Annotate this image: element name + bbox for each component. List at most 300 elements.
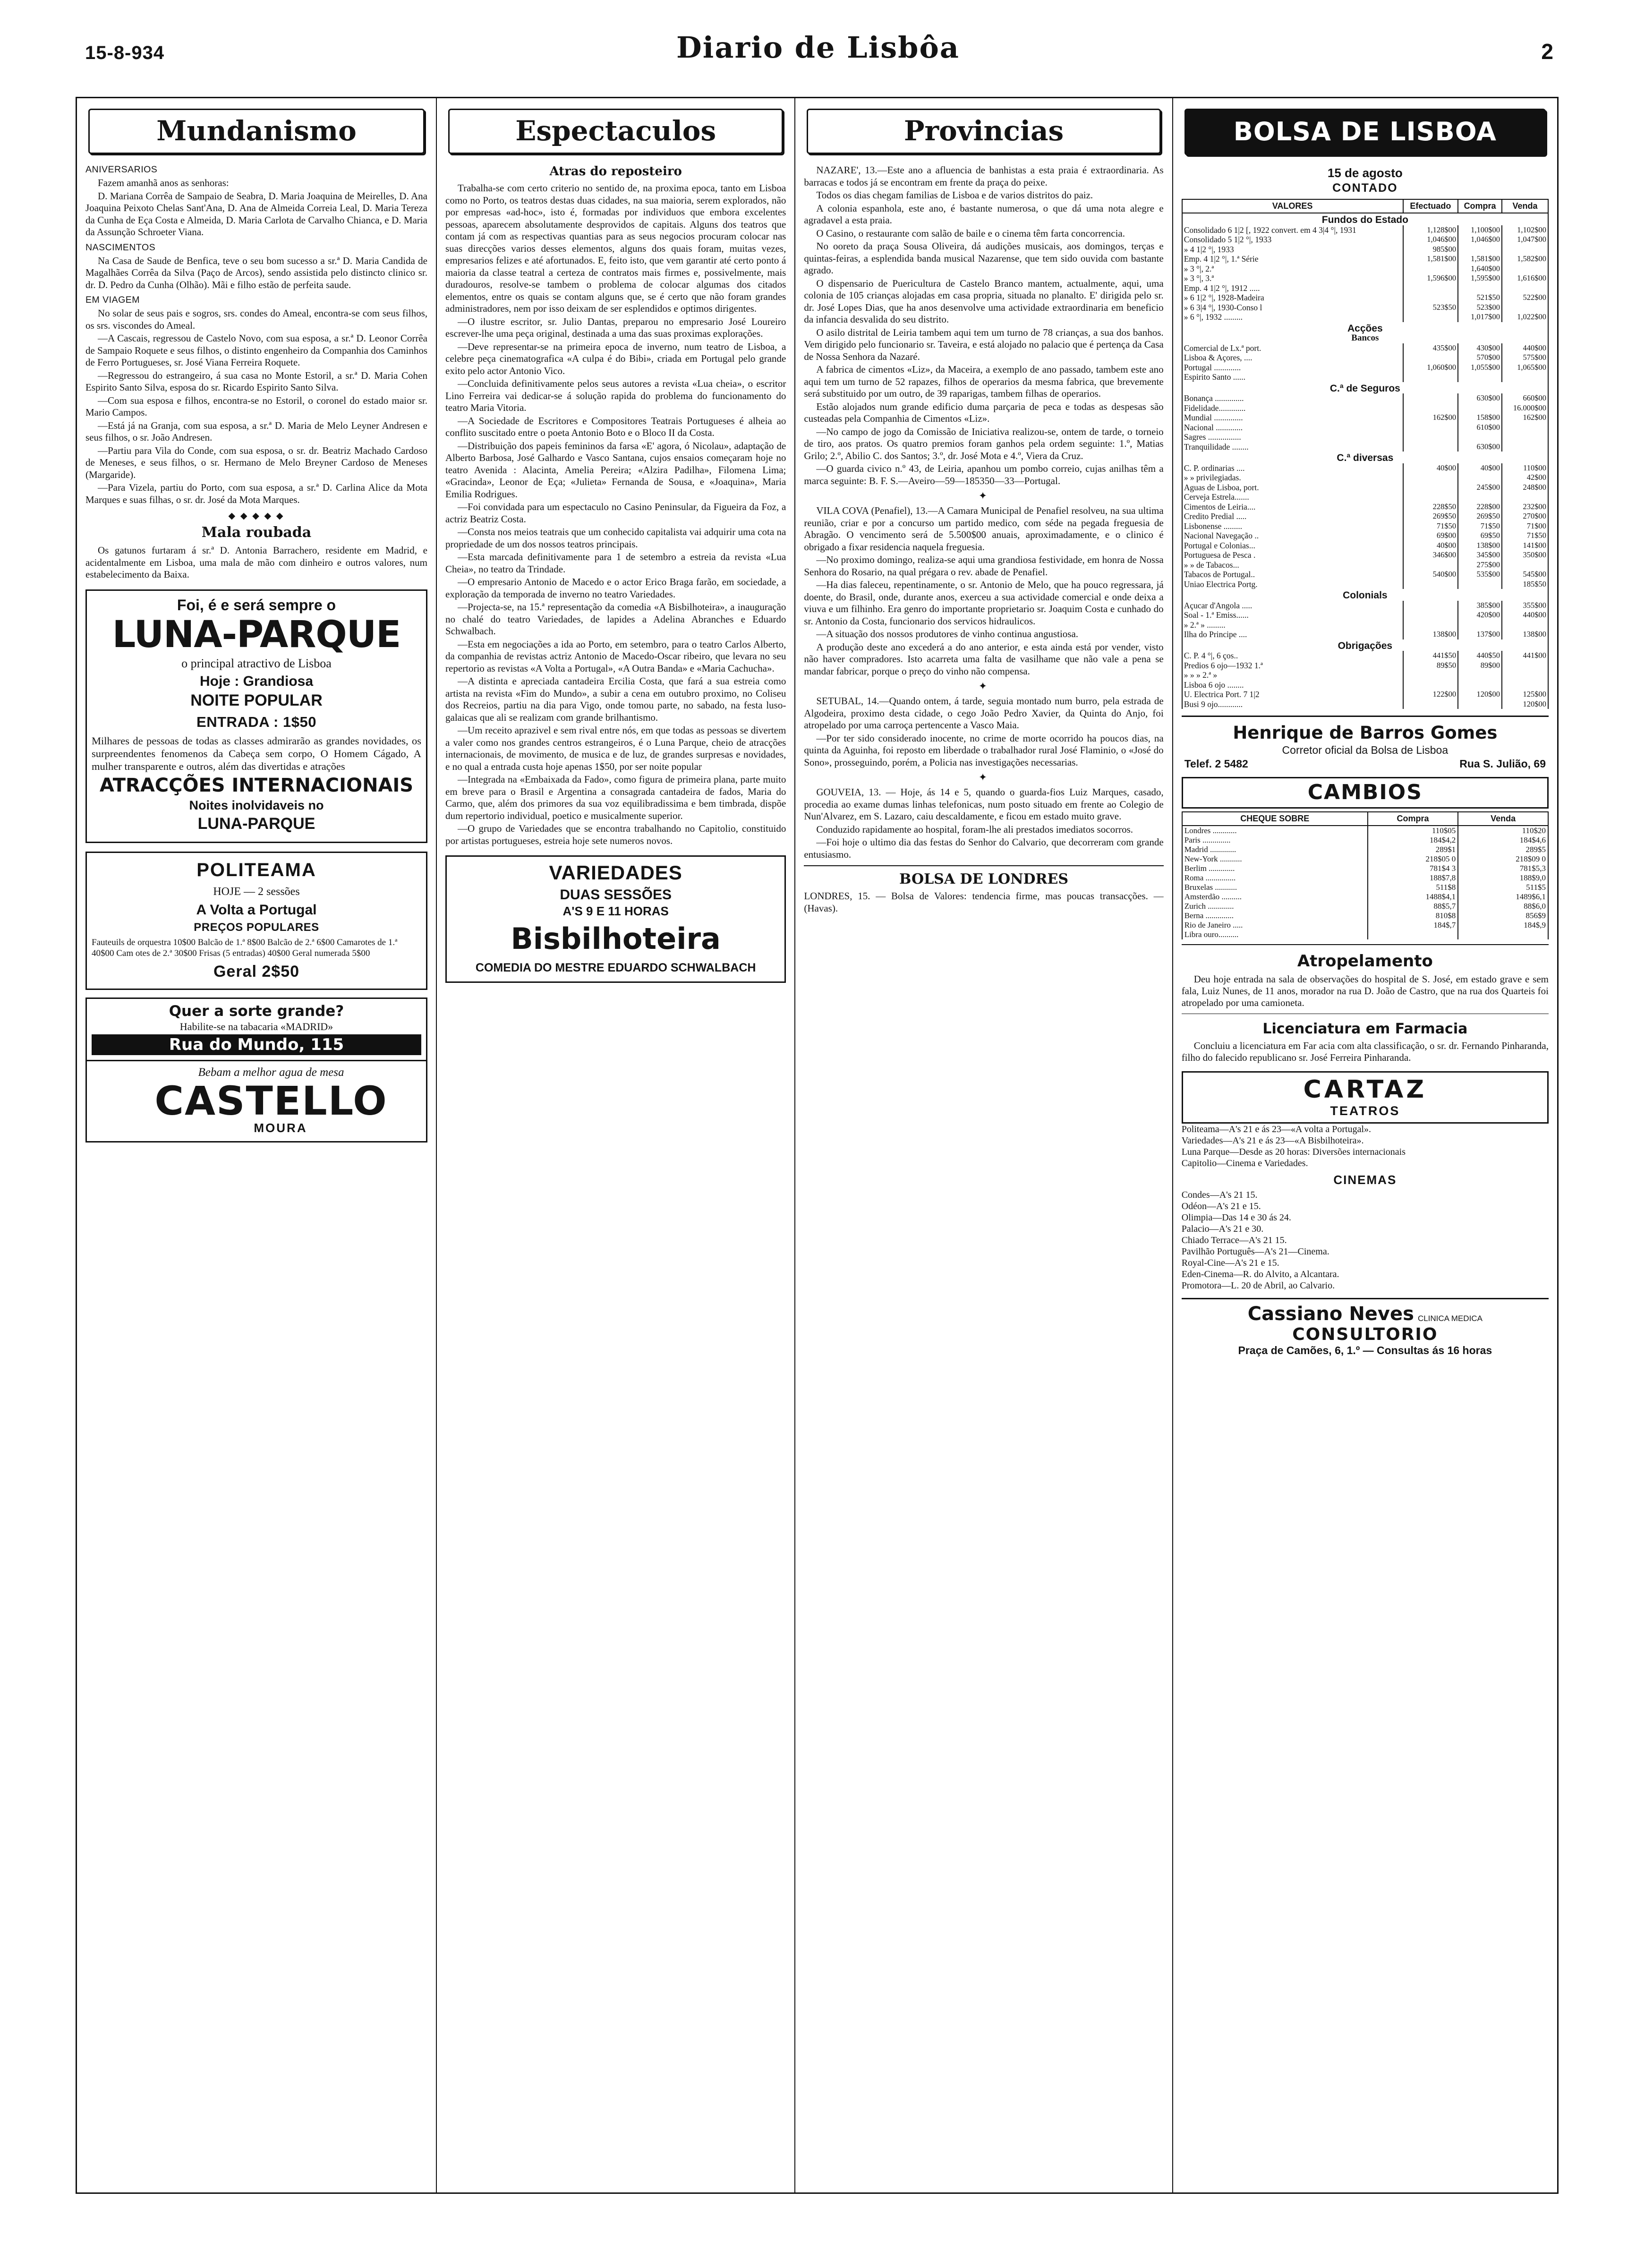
cell-value: 660$00 xyxy=(1502,393,1548,403)
table-group-header: C.ª diversas xyxy=(1182,452,1548,463)
cartaz-subtitle: TEATROS xyxy=(1330,1104,1400,1118)
ad-address: Praça de Camões, 6, 1.º — Consultas ás 16 horas xyxy=(1238,1344,1492,1356)
table-row xyxy=(1182,836,1548,845)
cell-valor: Portugal ............. xyxy=(1182,363,1403,373)
cartaz-item: Condes—A's 21 15. xyxy=(1181,1190,1258,1200)
ad-theatre-name: POLITEAMA xyxy=(196,859,316,880)
cell-value: 570$00 xyxy=(1458,353,1502,363)
cell-value: 158$00 xyxy=(1458,413,1502,423)
cell-value: 188$7,8 xyxy=(1368,873,1458,883)
paragraph: —Deve representar-se na primeira epoca de inverno, num teatro de Lisboa, a celebre peça cinematografica «A culpa é do Bibi», criada em Portugal pelo grande exito pelo actor Antonio Vico. xyxy=(445,341,786,376)
cell-value: 346$00 xyxy=(1403,550,1458,560)
table-row xyxy=(1182,854,1548,864)
cell-moeda: Berna .............. xyxy=(1182,911,1368,921)
cell-value: 345$00 xyxy=(1458,550,1502,560)
paragraph: Todos os dias chegam familias de Lisboa e de varios distritos do paiz. xyxy=(816,189,1093,201)
paragraph: —O empresario Antonio de Macedo e o actor Erico Braga farão, em sociedade, a exploração da temporada de inverno no teatro Variedades. xyxy=(445,576,786,600)
cell-value xyxy=(1502,492,1548,502)
cell-value: 120$00 xyxy=(1458,690,1502,699)
table-row xyxy=(1182,902,1548,911)
ad-brand-repeat: LUNA-PARQUE xyxy=(197,814,315,833)
ad-tagline: Bebam a melhor agua de mesa xyxy=(198,1066,344,1079)
cell-value: 1,017$00 xyxy=(1458,312,1502,322)
table-group-header: Fundos do Estado xyxy=(1182,213,1548,225)
paragraph: —Consta nos meios teatrais que um conhecido capitalista vai adquirir uma cota na propriedade de um dos nossos teatros principais. xyxy=(445,526,786,550)
cell-valor: Mundial .............. xyxy=(1182,413,1403,423)
cell-value: 1,596$00 xyxy=(1403,273,1458,283)
ad-tagline: o principal atractivo de Lisboa xyxy=(181,656,332,670)
cell-value xyxy=(1403,372,1458,382)
cartaz-item: Luna Parque—Desde as 20 horas: Diversões internacionais xyxy=(1181,1147,1406,1157)
cell-valor: Ilha do Principe .... xyxy=(1182,630,1403,639)
cell-value: 89$00 xyxy=(1458,661,1502,671)
cell-valor: Emp. 4 1|2 °|, 1.ª Série xyxy=(1182,254,1403,264)
paragraph: O asilo distrital de Leiria tambem aqui tem um turno de 78 crianças, a sua dos banhos. Vem dirigido pelo funcionario sr. Taveira, e está alojado no palacio que é pertença da Casa de Nossa Senhora da Nazaré. xyxy=(804,326,1164,362)
table-row xyxy=(1182,245,1548,255)
cell-valor: Bonança .............. xyxy=(1182,393,1403,403)
cell-value xyxy=(1458,620,1502,630)
paragraph: O dispensario de Puericultura de Castelo Branco mantem, actualmente, aqui, uma colonia de 105 crianças alojadas em casa propria, situada no planalto. E' dirigida pelo sr. dr. José Lopes Dias, que ha anos desenvolve uma actividade extraordinaria em beneficio da infancia desvalida do seu distrito. xyxy=(804,277,1164,325)
divider: ✦ xyxy=(978,490,989,502)
cell-value: 88$5,7 xyxy=(1368,902,1458,911)
banner-cambios xyxy=(1182,777,1549,809)
ad-price-detail: Fauteuils de orquestra 10$00 Balcão de 1.ª 8$00 Balcão de 2.ª 6$00 Camarotes de 1.ª 40$00 Cam otes de 2.ª 30$00 Frisas (5 entradas) 40$00 Geral numerada 5$00 xyxy=(92,937,398,958)
divider: ✦ xyxy=(978,771,989,783)
paragraph: Deu hoje entrada na sala de observações do hospital de S. José, em estado grave e sem fala, Luiz Nunes, de 11 anos, morador na rua D. João de Castro, que na rua dos Quarteis foi atropelado por uma camioneta. xyxy=(1181,973,1549,1008)
ad-times: A'S 9 E 11 HORAS xyxy=(562,904,669,918)
table-row xyxy=(1182,273,1548,283)
paragraph: —A situação dos nossos produtores de vinho continua angustiosa. xyxy=(816,628,1079,639)
issue-date: 15-8-934 xyxy=(85,43,165,63)
ad-attractions: ATRACÇÕES INTERNACIONAIS xyxy=(99,774,414,796)
paragraph: A produção deste ano excederá a do ano anterior, e esta ainda está por vender, visto não haver compradores. Isto acarreta uma falta de vasilhame que não vale a pena se mandar fabricar, porque o preço do vinho não compensa. xyxy=(804,641,1164,677)
cell-valor: Consolidado 6 1|2 [, 1922 convert. em 4 3|4 °|, 1931 xyxy=(1182,225,1403,235)
cell-value: 88$6,0 xyxy=(1458,902,1548,911)
cell-value: 125$00 xyxy=(1502,690,1548,699)
cell-value xyxy=(1403,423,1458,433)
banner-label: Provincias xyxy=(903,115,1064,147)
divider: ✦ xyxy=(978,680,989,692)
divider xyxy=(804,865,1163,866)
cell-moeda: New-York ........... xyxy=(1182,854,1368,864)
cell-moeda: Zurich ............. xyxy=(1182,902,1368,911)
cell-value xyxy=(1403,483,1458,493)
cell-valor: Lisboa 6 ojo ........ xyxy=(1182,680,1403,690)
cell-valor: » 6 °|, 1932 ......... xyxy=(1182,312,1403,322)
cell-value xyxy=(1403,610,1458,620)
cell-value xyxy=(1403,403,1458,413)
cell-value: 420$00 xyxy=(1458,610,1502,620)
cell-value: 1,047$00 xyxy=(1502,235,1548,245)
cell-value xyxy=(1502,245,1548,255)
cell-value: 40$00 xyxy=(1403,463,1458,473)
cell-value: 440$00 xyxy=(1502,343,1548,353)
cell-value: 441$00 xyxy=(1502,651,1548,661)
cell-valor: Credito Predial ..... xyxy=(1182,512,1403,521)
cell-value: 218$05 0 xyxy=(1368,854,1458,864)
cell-value xyxy=(1502,670,1548,680)
ad-today-label: Hoje : Grandiosa xyxy=(199,673,314,689)
cell-valor: Portugal e Colonias... xyxy=(1182,541,1403,551)
cartaz-item: Olimpia—Das 14 e 30 ás 24. xyxy=(1181,1212,1291,1223)
table-row xyxy=(1182,883,1548,892)
table-group-header: C.ª de Seguros xyxy=(1182,382,1548,394)
ornament-divider: ◆ ◆ ◆ ◆ ◆ xyxy=(228,511,285,521)
cell-value: 110$00 xyxy=(1502,463,1548,473)
banner-provincias xyxy=(807,109,1160,154)
ad-brand-name: LUNA-PARQUE xyxy=(112,613,401,656)
paragraph: —No campo de jogo da Comissão de Iniciativa realizou-se, ontem de tarde, o torneio de tiro, aos pratos. Os quatro premios foram ganhos pela ordem seguinte: 1.º, Matias Grilo; 2.º, Abilio C. dos Santos; 3.º, dr. José Mota e 4.º, Viera da Cruz. xyxy=(804,426,1164,461)
ad-agua-castello[interactable] xyxy=(85,1061,427,1143)
cell-value xyxy=(1458,283,1502,293)
cell-value: 441$50 xyxy=(1403,651,1458,661)
cell-value: 69$50 xyxy=(1458,531,1502,541)
cell-valor: C. P. ordinarias .... xyxy=(1182,463,1403,473)
paragraph: A colonia espanhola, este ano, é bastante numerosa, o que dá uma nota alegre e agradavel a esta praia. xyxy=(804,202,1164,226)
table-row xyxy=(1182,413,1548,423)
table-row xyxy=(1182,670,1548,680)
ad-consultorio-label: CONSULTORIO xyxy=(1292,1325,1438,1344)
cell-value xyxy=(1403,442,1458,452)
paragraph: —Está já na Granja, com sua esposa, a sr.ª D. Maria de Melo Leyner Andresen e seus filhos, o sr. João Andresen. xyxy=(85,419,427,443)
col-header-compra: Compra xyxy=(1458,199,1502,213)
table-row xyxy=(1182,690,1548,699)
cell-value: 71$50 xyxy=(1458,521,1502,531)
ad-address: Rua do Mundo, 115 xyxy=(92,1034,421,1055)
table-row xyxy=(1182,930,1548,939)
cell-valor: Espirito Santo ...... xyxy=(1182,372,1403,382)
cell-value: 269$50 xyxy=(1458,512,1502,521)
banner-label: BOLSA DE LISBOA xyxy=(1233,117,1497,146)
table-row xyxy=(1182,293,1548,303)
paragraph: Os gatunos furtaram á sr.ª D. Antonia Barrachero, residente em Madrid, e acidentalmente em Lisboa, uma mala de mão com dinheiro e outros valores, num estabelecimento da Baixa. xyxy=(85,545,427,580)
cell-value xyxy=(1403,393,1458,403)
cell-value: 985$00 xyxy=(1403,245,1458,255)
article-title-atropelamento: Atropelamento xyxy=(1297,952,1433,971)
cell-value: 110$20 xyxy=(1458,826,1548,836)
banner-label: Espectaculos xyxy=(515,115,716,147)
table-row xyxy=(1182,521,1548,531)
table-row xyxy=(1182,864,1548,873)
cell-value: 630$00 xyxy=(1458,393,1502,403)
table-row xyxy=(1182,680,1548,690)
cell-valor: Cerveja Estrela....... xyxy=(1182,492,1403,502)
section-title-bolsa-londres: BOLSA DE LONDRES xyxy=(899,871,1069,887)
cell-value: 535$00 xyxy=(1458,570,1502,580)
paragraph: VILA COVA (Penafiel), 13.—A Camara Municipal de Penafiel resolveu, na sua ultima reunião, criar e por a concurso um partido medico, com séde na pegada freguesia de Abragão. O vencimento será de 5.500$00 anuais, aproximadamente, e o clinico é obrigado a fixar residencia naquela freguesia. xyxy=(804,505,1164,553)
table-row xyxy=(1182,502,1548,512)
paragraph: Fazem amanhã anos as senhoras: xyxy=(98,177,229,188)
col-header-venda: Venda xyxy=(1458,812,1548,826)
cell-valor: Fidelidade............. xyxy=(1182,403,1403,413)
cambios-table xyxy=(1182,811,1549,939)
col-header-efectuado: Efectuado xyxy=(1403,199,1458,213)
table-row xyxy=(1182,492,1548,502)
column-provincias xyxy=(794,98,1172,2192)
cell-value xyxy=(1458,473,1502,483)
cell-moeda: Paris .............. xyxy=(1182,836,1368,845)
bolsa-type: CONTADO xyxy=(1332,181,1398,195)
cell-value xyxy=(1403,283,1458,293)
paragraph: D. Mariana Corrêa de Sampaio de Seabra, D. Maria Joaquina de Meirelles, D. Ana Joaquina Peixoto Chelas Sant'Ana, D. Ana de Almeida Correia Leal, D. Maria Tereza da Cunha de Eça Costa e Almeida, D. Maria Carlota de Carvalho Chianca, e D. Maria da Assunção Schroeter Viana. xyxy=(85,190,427,238)
cell-value: 521$50 xyxy=(1458,293,1502,303)
paragraph: Conduzido rapidamente ao hospital, foram-lhe ali prestados imediatos socorros. xyxy=(816,823,1133,835)
cell-value xyxy=(1403,312,1458,322)
table-row xyxy=(1182,403,1548,413)
ad-tabacaria-madrid[interactable] xyxy=(85,998,427,1061)
section-heading-em-viagem: EM VIAGEM xyxy=(85,295,140,305)
cell-value: 435$00 xyxy=(1403,343,1458,353)
cell-value: 1,100$00 xyxy=(1458,225,1502,235)
col-header-cheque: CHEQUE SOBRE xyxy=(1182,812,1368,826)
table-row xyxy=(1182,512,1548,521)
cell-value: 184$4,6 xyxy=(1458,836,1548,845)
ad-variedades[interactable] xyxy=(445,855,786,983)
cell-value: 440$00 xyxy=(1502,610,1548,620)
cell-valor: Açucar d'Angola ..... xyxy=(1182,601,1403,611)
cell-value xyxy=(1502,680,1548,690)
cell-value xyxy=(1502,442,1548,452)
cell-moeda: Amsterdão .......... xyxy=(1182,892,1368,902)
ad-role: Corretor oficial da Bolsa de Lisboa xyxy=(1282,744,1449,756)
cell-value: 269$50 xyxy=(1403,512,1458,521)
cell-value: 511$8 xyxy=(1368,883,1458,892)
cell-value xyxy=(1458,670,1502,680)
cell-value: 1,128$00 xyxy=(1403,225,1458,235)
cell-valor: » » de Tabacos... xyxy=(1182,560,1403,570)
cell-value xyxy=(1458,699,1502,709)
cell-value xyxy=(1458,432,1502,442)
cell-valor: Sagres ................ xyxy=(1182,432,1403,442)
cartaz-item: Royal-Cine—A's 21 e 15. xyxy=(1181,1258,1279,1268)
cartaz-title: CARTAZ xyxy=(1303,1075,1427,1104)
cell-value: 270$00 xyxy=(1502,512,1548,521)
cambios-label: CAMBIOS xyxy=(1307,780,1423,804)
cell-moeda: Rio de Janeiro ..... xyxy=(1182,921,1368,930)
cartaz-item: Variedades—A's 21 e ás 23—«A Bisbilhoteira». xyxy=(1181,1135,1364,1146)
cell-value: 1,060$00 xyxy=(1403,363,1458,373)
cell-value: 122$00 xyxy=(1403,690,1458,699)
paragraph: SETUBAL, 14.—Quando ontem, á tarde, seguia montado num burro, pela estrada de Algodeira, proximo desta cidade, o cego João Pedro Xavier, da Quinta do Anjo, foi atropelado por uma carroça pertencente a Vasco Maia. xyxy=(804,695,1164,731)
cell-value: 188$9,0 xyxy=(1458,873,1548,883)
cell-value xyxy=(1403,264,1458,274)
paragraph: —O ilustre escritor, sr. Julio Dantas, preparou no empresario José Loureiro escrever-lhe uma peça original, destinada a uma das suas proximas explorações. xyxy=(445,315,786,339)
paragraph: Trabalha-se com certo criterio no sentido de, na proxima epoca, tanto em Lisboa como no Porto, os teatros destas duas cidades, na sua maioria, serem explorados, não por empresas «ad-hoc», isto é, formadas por individuos que embora excelentes pessoas, aparecem absolutamente desprovidos de capitais. Alguns dos teatros que contam já com as respectivas quantias para as seus negocios procuram colocar nas suas direcções varios desses elementos, alguns dos quais foram, muitas vezes, empresarios felizes e até afortunados. E, feito isto, que vem garantir até certo ponto á maioria da classe teatral a certeza de contratos mais firmes e, possivelmente, mais duradouros, resolve-se tambem o problema de colocar algumas dos citados elementos, entre os quais se contam alguns que, se é certo que não foram grandes administradores, nem por isso deixam de ser esplendidos e optimos dirigentes. xyxy=(445,182,786,314)
cartaz-item: Eden-Cinema—R. do Alvito, a Alcantara. xyxy=(1181,1269,1339,1279)
ad-origin: MOURA xyxy=(254,1120,307,1135)
cartaz-cinemas-list xyxy=(1182,1189,1549,1291)
table-row xyxy=(1182,921,1548,930)
cell-value: 69$00 xyxy=(1403,531,1458,541)
table-row xyxy=(1182,826,1548,836)
table-row xyxy=(1182,303,1548,313)
paragraph: —Regressou do estrangeiro, á sua casa no Monte Estoril, a sr.ª D. Maria Cohen Espirito Santo Silva, esposa do sr. Ricardo Espirito Santo Silva. xyxy=(85,369,427,393)
cell-moeda: Bruxelas ........... xyxy=(1182,883,1368,892)
cell-value: 856$9 xyxy=(1458,911,1548,921)
cell-value xyxy=(1502,303,1548,313)
ad-sessions: DUAS SESSÕES xyxy=(560,887,672,903)
cell-value: 1488$4,1 xyxy=(1368,892,1458,902)
cell-value: 141$00 xyxy=(1502,541,1548,551)
ad-show-title: Bisbilhoteira xyxy=(511,921,721,956)
cell-value: 120$00 xyxy=(1502,699,1548,709)
cell-value: 1,065$00 xyxy=(1502,363,1548,373)
cell-value: 545$00 xyxy=(1502,570,1548,580)
cell-valor: » » » 2.ª » xyxy=(1182,670,1403,680)
cell-value: 1,581$00 xyxy=(1458,254,1502,264)
ad-line-1: Foi, é e será sempre o xyxy=(177,596,336,614)
cell-value: 511$5 xyxy=(1458,883,1548,892)
ad-cassiano-neves[interactable] xyxy=(1182,1298,1549,1357)
paragraph: —Por ter sido considerado inocente, no crime de morte ocorrido ha poucos dias, na quinta da Aguinha, foi reposto em liberdade o trabalhador rural José Flaminio, o «José do Sono», prosseguindo, porém, a Policia nas investigações necessarias. xyxy=(804,732,1164,768)
cell-valor: Nacional ............. xyxy=(1182,423,1403,433)
cell-value xyxy=(1403,560,1458,570)
cell-valor: Busi 9 ojo............ xyxy=(1182,699,1403,709)
paragraph: Concluiu a licenciatura em Far acia com alta classificação, o sr. dr. Fernando Pinharanda, filho do falecido republicano sr. José Ferreira Pinharanda. xyxy=(1181,1040,1549,1063)
page-number: 2 xyxy=(1541,39,1553,64)
paragraph: No ooreto da praça Sousa Oliveira, dá audições musicais, aos domingos, terças e quintas-feiras, a esplendida banda musical Nazarense, que tem sido ouvida com bastante agrado. xyxy=(804,240,1164,276)
cell-valor: » 6 1|2 °|, 1928-Madeira xyxy=(1182,293,1403,303)
cell-value xyxy=(1403,293,1458,303)
table-row xyxy=(1182,610,1548,620)
ad-credits: COMEDIA DO MESTRE EDUARDO SCHWALBACH xyxy=(475,961,756,974)
cell-value: 630$00 xyxy=(1458,442,1502,452)
table-row xyxy=(1182,570,1548,580)
cell-value xyxy=(1403,580,1458,589)
table-row xyxy=(1182,283,1548,293)
cell-value: 540$00 xyxy=(1403,570,1458,580)
cell-moeda: Berlim ............. xyxy=(1182,864,1368,873)
cell-value: 185$50 xyxy=(1502,580,1548,589)
cartaz-item: Odéon—A's 21 e 15. xyxy=(1181,1201,1261,1211)
table-row xyxy=(1182,699,1548,709)
banner-mundanismo xyxy=(88,109,425,154)
cell-value: 289$5 xyxy=(1458,845,1548,854)
cell-value: 71$50 xyxy=(1502,531,1548,541)
table-row xyxy=(1182,393,1548,403)
cell-value: 610$00 xyxy=(1458,423,1502,433)
ad-phone: Telef. 2 5482 xyxy=(1184,758,1248,770)
content-frame xyxy=(76,97,1559,2194)
cartaz-item: Palacio—A's 21 e 30. xyxy=(1181,1224,1264,1234)
cell-value xyxy=(1403,699,1458,709)
cell-value xyxy=(1502,372,1548,382)
cell-valor: Cimentos de Leiria.... xyxy=(1182,502,1403,512)
cell-value xyxy=(1403,680,1458,690)
cell-value xyxy=(1458,403,1502,413)
article-title-mala-roubada: Mala roubada xyxy=(201,524,312,541)
cell-value: 42$00 xyxy=(1502,473,1548,483)
cell-value: 16.000$00 xyxy=(1502,403,1548,413)
paragraph: Na Casa de Saude de Benfica, teve o seu bom sucesso a sr.ª D. Maria Candida de Magalhães Corrêa da Silva (Paço de Arcos), sendo assistida pelo distincto clinico sr. dr. D. Pedro da Cunha (Olhão). Mãi e filho estão de perfeita saude. xyxy=(85,255,427,290)
ad-politeama[interactable] xyxy=(85,852,427,990)
cell-valor: Comercial de Lx.ª port. xyxy=(1182,343,1403,353)
cell-value: 1,046$00 xyxy=(1403,235,1458,245)
paragraph: —Um receito aprazivel e sem rival entre nós, em que todas as pessoas se divertem a valer como nos grandes centros estrangeiros, é o Luna Parque, cheio de atracções internacionais, de movimento, de musica e de luz, de grandes surpresas e novidades, e no qual a entrada custa hoje apenas 1$50, por ser noite popular xyxy=(445,725,786,772)
table-group-header: Colonials xyxy=(1182,589,1548,601)
table-row xyxy=(1182,601,1548,611)
table-row xyxy=(1182,531,1548,541)
cartaz-item: Pavilhão Português—A's 21—Cinema. xyxy=(1181,1246,1329,1257)
table-row xyxy=(1182,423,1548,433)
paragraph: —Distribuição dos papeis femininos da farsa «E' agora, ó Nicolau», adaptação de Alberto Barbosa, José Galhardo e Vasco Santana, cujos ensaios começaram hoje no teatro Avenida : Alacinta, Amelia Pereira; «Alzira Padilha», Filomena Lima; «Gracinda», Leonor de Eça; «Julieta» Fernanda de Sousa, e «Joaquina», Maria Emilia Rodrigues. xyxy=(445,440,786,500)
ad-theatre-name: VARIEDADES xyxy=(549,861,682,884)
cell-value: 71$50 xyxy=(1403,521,1458,531)
cell-valor: » » privilegiadas. xyxy=(1182,473,1403,483)
table-row xyxy=(1182,225,1548,235)
cell-valor: » 3 °|, 2.ª xyxy=(1182,264,1403,274)
cell-value xyxy=(1458,580,1502,589)
cell-value: 138$00 xyxy=(1403,630,1458,639)
table-group-header: Obrigações xyxy=(1182,639,1548,651)
cell-value xyxy=(1403,670,1458,680)
banner-espectaculos xyxy=(448,109,783,154)
cell-valor: Nacional Navegação .. xyxy=(1182,531,1403,541)
table-row xyxy=(1182,463,1548,473)
cell-value: 1,581$00 xyxy=(1403,254,1458,264)
masthead xyxy=(0,28,1636,80)
ad-event-name: NOITE POPULAR xyxy=(190,691,323,709)
cartaz-item: Politeama—A's 21 e ás 23—«A volta a Portugal». xyxy=(1181,1124,1372,1134)
col-header-compra: Compra xyxy=(1368,812,1458,826)
section-heading-aniversarios: ANIVERSARIOS xyxy=(85,164,158,175)
table-row xyxy=(1182,630,1548,639)
cell-valor: Tranquilidade ........ xyxy=(1182,442,1403,452)
paragraph: —Foi convidada para um espectaculo no Casino Peninsular, da Figueira da Foz, a actriz Beatriz Costa. xyxy=(445,501,786,525)
ad-sessions: HOJE — 2 sessões xyxy=(213,885,300,898)
cell-value xyxy=(1502,423,1548,433)
cell-valor: Portuguesa de Pesca . xyxy=(1182,550,1403,560)
cell-valor: Lisboa & Açores, .... xyxy=(1182,353,1403,363)
paragraph: A fabrica de cimentos «Liz», da Maceira, a exemplo de ano passado, tambem este ano aqui tem um turno de 52 rapazes, filhos de operarios da mesma fabrica, que brevemente será substituido por um outro, de 39 raparigas, tambem filhas de operarios. xyxy=(804,364,1164,399)
cell-value: 781$5,3 xyxy=(1458,864,1548,873)
paragraph: —A Sociedade de Escritores e Compositores Teatrais Portugueses é alheia ao conflito suscitado entre o poeta Antonio Boto e o Bloco II da Costa. xyxy=(445,415,786,438)
paragraph: —Para Vizela, partiu do Porto, com sua esposa, a sr.ª D. Carlina Alice da Mota Marques e suas filhas, o sr. dr. José da Mota Marques. xyxy=(85,482,427,505)
cell-value: 575$00 xyxy=(1502,353,1548,363)
cell-value: 228$00 xyxy=(1458,502,1502,512)
cell-value: 248$00 xyxy=(1502,483,1548,493)
cell-value xyxy=(1403,601,1458,611)
cell-value: 1,640$00 xyxy=(1458,264,1502,274)
cell-valor: U. Electrica Port. 7 1|2 xyxy=(1182,690,1403,699)
cell-value xyxy=(1403,473,1458,483)
paragraph: —O guarda civico n.º 43, de Leiria, apanhou um pombo correio, cujas anilhas têm a marca seguinte: B. F. S.—Aveiro—59—185350—33—Portugal. xyxy=(804,463,1164,486)
cell-value: 523$50 xyxy=(1403,303,1458,313)
table-row xyxy=(1182,343,1548,353)
cartaz-item: Capitolio—Cinema e Variedades. xyxy=(1181,1158,1308,1168)
cell-moeda: Libra ouro.......... xyxy=(1182,930,1368,939)
cell-value xyxy=(1502,620,1548,630)
cell-value: 184$,7 xyxy=(1368,921,1458,930)
cartaz-item: Chiado Terrace—A's 21 15. xyxy=(1181,1235,1287,1245)
ad-luna-parque[interactable] xyxy=(85,589,427,843)
banner-bolsa-de-lisboa xyxy=(1184,109,1546,155)
ad-specialty: CLINICA MEDICA xyxy=(1417,1313,1483,1323)
cell-value: 228$50 xyxy=(1403,502,1458,512)
paragraph: —A Cascais, regressou de Castelo Novo, com sua esposa, a sr.ª D. Leonor Corrêa de Sampaio Roquete e seus filhos, o distinto engenheiro da Companhia dos Caminhos de Ferro Portugueses, sr. José Viana Ferreira Roquete. xyxy=(85,333,427,368)
cartaz-teatros-list xyxy=(1182,1124,1549,1169)
ad-corretor[interactable] xyxy=(1182,716,1549,770)
table-row xyxy=(1182,541,1548,551)
cell-value xyxy=(1458,372,1502,382)
cell-value xyxy=(1458,492,1502,502)
cell-value: 275$00 xyxy=(1458,560,1502,570)
section-heading-nascimentos: NASCIMENTOS xyxy=(85,242,156,253)
table-row xyxy=(1182,560,1548,570)
cell-value xyxy=(1502,560,1548,570)
table-row xyxy=(1182,353,1548,363)
table-row xyxy=(1182,363,1548,373)
